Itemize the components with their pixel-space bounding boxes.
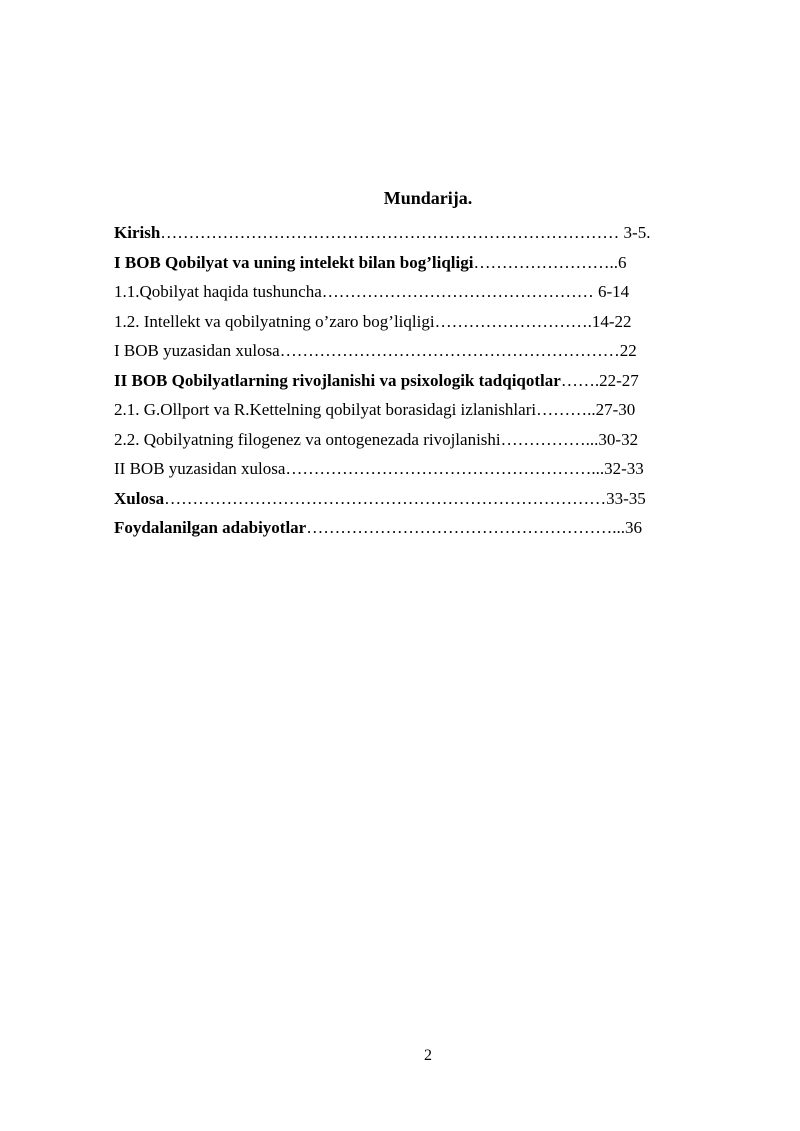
toc-entry	[114, 366, 714, 396]
table-of-contents	[114, 218, 714, 543]
toc-entry-title: Foydalanilgan adabiyotlar	[114, 518, 307, 537]
toc-entry-pages: 6-14	[598, 282, 630, 301]
toc-entry-leader: …………………………………………	[321, 282, 598, 301]
toc-entry-pages: 14-22	[591, 311, 632, 331]
toc-entry-title: Xulosa	[114, 488, 165, 508]
toc-entry-leader: ……………………………………………………	[279, 341, 620, 360]
toc-entry-pages: 36	[624, 518, 642, 537]
toc-entry-leader: ……………………………………………………………………	[164, 488, 607, 508]
toc-entry	[114, 248, 714, 278]
toc-entry-pages: 3-5.	[623, 223, 651, 242]
toc-entry-title: 1.2. Intellekt va qobilyatning o’zaro bog’liqligi	[114, 311, 435, 331]
toc-entry-leader: ………..	[536, 400, 596, 419]
toc-entry-title: II BOB Qobilyatlarning rivojlanishi va psixologik tadqiqotlar	[114, 370, 561, 390]
toc-entry	[114, 277, 714, 307]
toc-entry-pages: 22-27	[599, 370, 639, 390]
toc-entry	[114, 395, 714, 425]
toc-entry	[114, 307, 714, 337]
toc-entry-title: I BOB yuzasidan xulosa	[114, 341, 280, 360]
toc-entry-leader: ……………………….	[434, 311, 592, 331]
toc-entry	[114, 336, 714, 366]
toc-entry-title: 2.1. G.Ollport va R.Kettelning qobilyat borasidagi izlanishlari	[114, 400, 537, 419]
toc-entry-pages: 30-32	[598, 429, 639, 449]
toc-entry	[114, 484, 714, 514]
toc-entry-pages: 32-33	[604, 459, 644, 478]
toc-entry-pages: 27-30	[595, 400, 636, 419]
toc-entry-pages: 6	[617, 252, 627, 272]
toc-entry-pages: 33-35	[606, 488, 646, 508]
toc-entry-title: I BOB Qobilyat va uning intelekt bilan bog’liqligi	[114, 252, 474, 272]
toc-entry	[114, 425, 714, 455]
toc-entry-title: 1.1.Qobilyat haqida tushuncha	[114, 282, 322, 301]
toc-entry-leader: ………………………………………………………………………	[160, 223, 624, 242]
toc-entry-pages: 22	[619, 341, 637, 360]
toc-entry-leader: ……………...	[500, 429, 599, 449]
toc-entry	[114, 454, 714, 484]
toc-entry	[114, 218, 714, 248]
toc-entry-leader: ……………………..	[473, 252, 618, 272]
toc-entry-leader: ………………………………………………...	[285, 459, 605, 478]
toc-entry-title: II BOB yuzasidan xulosa	[114, 459, 286, 478]
page-number: 2	[424, 1047, 432, 1064]
toc-entry	[114, 513, 714, 543]
toc-entry-leader: ………………………………………………...	[306, 518, 625, 537]
toc-entry-title: 2.2. Qobilyatning filogenez va ontogenezada rivojlanishi	[114, 429, 501, 449]
toc-entry-leader: …….	[560, 370, 600, 390]
toc-heading: Mundarija.	[383, 188, 473, 208]
toc-entry-title: Kirish	[114, 223, 161, 242]
